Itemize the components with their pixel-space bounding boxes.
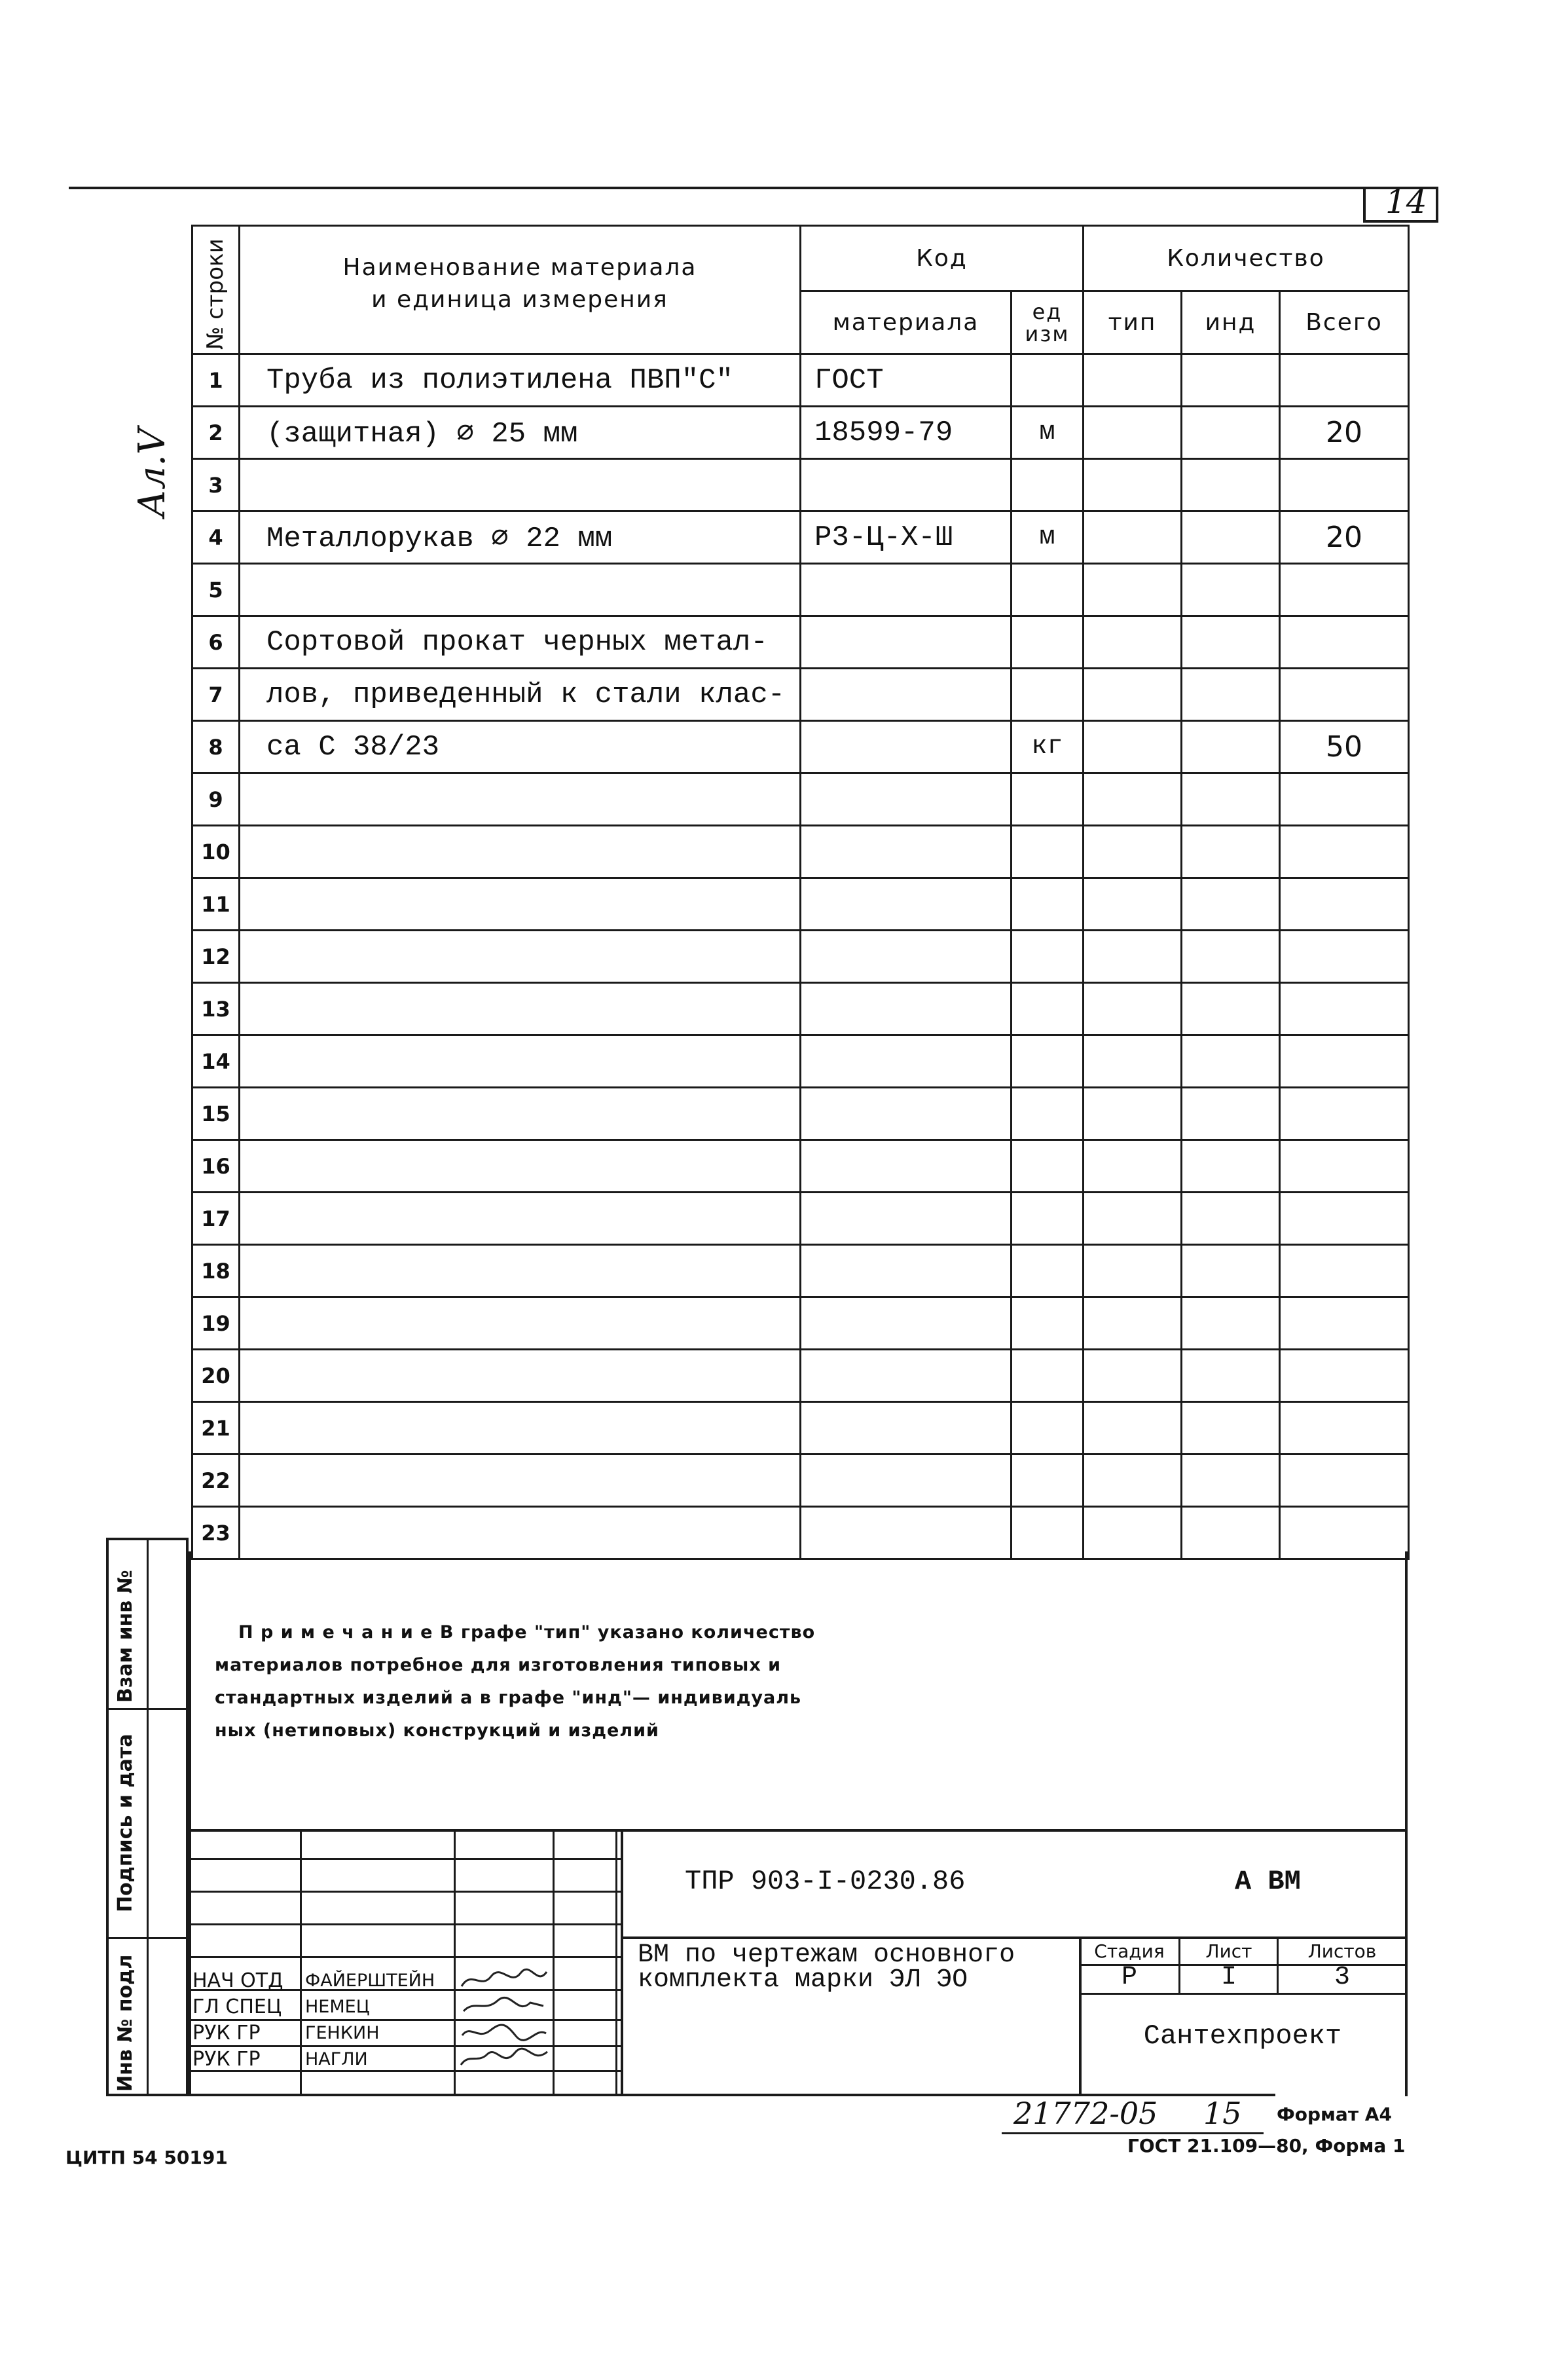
note-line-4: ных (нетиповых) конструкций и изделий (215, 1720, 659, 1741)
material-name-cell (240, 1140, 801, 1193)
row-number-cell: 13 (192, 983, 240, 1035)
footer-format: Формат А4 (1277, 2103, 1392, 2125)
side-note: Ал.V (131, 428, 173, 517)
signature-scribble (458, 1993, 550, 2019)
row-number-cell: 4 (192, 511, 240, 564)
col-unit-line1: ед (1032, 299, 1063, 324)
qty-total-cell (1280, 826, 1409, 878)
tb-row-4 (189, 1956, 621, 1958)
signer-role: РУК ГР (192, 2048, 261, 2071)
row-number-cell: 21 (192, 1402, 240, 1454)
material-code-cell (801, 1507, 1012, 1559)
top-rule (69, 187, 1437, 189)
signer-role: ГЛ СПЕЦ (192, 1995, 282, 2018)
material-code-cell (801, 1193, 1012, 1245)
material-code-cell (801, 1402, 1012, 1454)
tb-vline-1 (300, 1829, 302, 2094)
row-number-cell: 23 (192, 1507, 240, 1559)
qty-total-cell (1280, 669, 1409, 721)
qty-ind-cell (1182, 983, 1280, 1035)
side-stamp-sep-1 (109, 1708, 189, 1710)
table-row (192, 721, 1409, 773)
material-name-cell: са С 38/23 (240, 721, 801, 773)
tb-vline-3 (553, 1829, 555, 2094)
material-name-cell (240, 1035, 801, 1088)
qty-ind-cell (1182, 1297, 1280, 1350)
qty-type-cell (1084, 1088, 1182, 1140)
material-code-cell (801, 878, 1012, 931)
row-number-cell: 9 (192, 773, 240, 826)
material-name-cell: Сортовой прокат черных метал- (240, 616, 801, 669)
material-code-cell (801, 1350, 1012, 1402)
qty-type-cell (1084, 1507, 1182, 1559)
unit-cell (1012, 1088, 1084, 1140)
qty-ind-cell (1182, 407, 1280, 459)
material-name-cell: Металлорукав ∅ 22 мм (240, 511, 801, 564)
qty-total-cell (1280, 354, 1409, 407)
qty-type-cell (1084, 1454, 1182, 1507)
qty-ind-cell (1182, 354, 1280, 407)
col-row-no-label: № строки (202, 238, 228, 350)
qty-ind-cell (1182, 1035, 1280, 1088)
qty-ind-cell (1182, 878, 1280, 931)
qty-type-cell (1084, 669, 1182, 721)
material-code-cell (801, 459, 1012, 511)
table-row (192, 773, 1409, 826)
row-number-cell: 7 (192, 669, 240, 721)
col-qty-total: Всего (1280, 291, 1409, 354)
col-unit-header (1012, 291, 1084, 354)
col-name-line2: и единица измерения (371, 286, 668, 313)
signature-scribble (458, 1967, 550, 1993)
qty-total-cell (1280, 1402, 1409, 1454)
table-row (192, 1088, 1409, 1140)
signer-name: ФАЙЕРШТЕЙН (305, 1971, 435, 1991)
material-code-cell (801, 931, 1012, 983)
signer-role: РУК ГР (192, 2022, 261, 2045)
row-number-cell: 3 (192, 459, 240, 511)
material-code-cell: 18599-79 (801, 407, 1012, 459)
material-code-cell: Р3-Ц-Х-Ш (801, 511, 1012, 564)
material-name-cell (240, 1297, 801, 1350)
signer-name: ГЕНКИН (305, 2023, 380, 2043)
footer-gost: ГОСТ 21.109—80, Форма 1 (1127, 2135, 1406, 2157)
qty-total-cell (1280, 1350, 1409, 1402)
table-row (192, 983, 1409, 1035)
qty-total-cell (1280, 1088, 1409, 1140)
material-name-cell (240, 1245, 801, 1297)
unit-cell (1012, 1193, 1084, 1245)
qty-type-cell (1084, 564, 1182, 616)
signer-name: НАГЛИ (305, 2049, 368, 2069)
material-code-cell (801, 1297, 1012, 1350)
footer-printer: ЦИТП 54 50191 (65, 2147, 228, 2168)
footer-archive-number: 21772-05 (1013, 2096, 1158, 2131)
side-stamp-divider (147, 1540, 149, 2096)
unit-cell (1012, 1140, 1084, 1193)
row-number-cell: 17 (192, 1193, 240, 1245)
tb-sheets-label: Листов (1307, 1940, 1377, 1962)
qty-total-cell: 50 (1280, 721, 1409, 773)
tb-stage-value: Р (1121, 1963, 1137, 1992)
table-row (192, 459, 1409, 511)
table-row (192, 511, 1409, 564)
tb-mark: А ВМ (1235, 1866, 1301, 1897)
qty-ind-cell (1182, 773, 1280, 826)
table-row (192, 1035, 1409, 1088)
qty-type-cell (1084, 1140, 1182, 1193)
unit-cell (1012, 1245, 1084, 1297)
col-qty-type: тип (1084, 291, 1182, 354)
qty-total-cell (1280, 1245, 1409, 1297)
table-row (192, 354, 1409, 407)
row-number-cell: 8 (192, 721, 240, 773)
qty-ind-cell (1182, 1402, 1280, 1454)
material-code-cell (801, 669, 1012, 721)
title-block (189, 1829, 1408, 2096)
table-row (192, 826, 1409, 878)
tb-sheet-value: I (1220, 1963, 1237, 1992)
row-number-cell: 12 (192, 931, 240, 983)
row-number-cell: 18 (192, 1245, 240, 1297)
qty-total-cell (1280, 983, 1409, 1035)
qty-type-cell (1084, 1245, 1182, 1297)
qty-ind-cell (1182, 1193, 1280, 1245)
qty-type-cell (1084, 354, 1182, 407)
tb-row-6 (189, 2019, 621, 2021)
qty-type-cell (1084, 1402, 1182, 1454)
qty-type-cell (1084, 407, 1182, 459)
material-name-cell (240, 826, 801, 878)
material-name-cell (240, 459, 801, 511)
qty-total-cell (1280, 1035, 1409, 1088)
qty-type-cell (1084, 1350, 1182, 1402)
qty-total-cell (1280, 1193, 1409, 1245)
tb-vline-4 (615, 1829, 617, 2094)
material-code-cell: ГОСТ (801, 354, 1012, 407)
table-row (192, 878, 1409, 931)
unit-cell: м (1012, 407, 1084, 459)
tb-row-3 (189, 1923, 621, 1925)
material-name-cell: (защитная) ∅ 25 мм (240, 407, 801, 459)
table-row (192, 1350, 1409, 1402)
signer-role: НАЧ ОТД (192, 1969, 283, 1992)
tb-designation: ТПР 903-I-0230.86 (685, 1866, 966, 1897)
qty-ind-cell (1182, 511, 1280, 564)
qty-ind-cell (1182, 669, 1280, 721)
material-code-cell (801, 564, 1012, 616)
material-name-cell (240, 931, 801, 983)
qty-ind-cell (1182, 931, 1280, 983)
unit-cell (1012, 354, 1084, 407)
table-row (192, 1297, 1409, 1350)
tb-stage-label: Стадия (1094, 1940, 1165, 1962)
unit-cell (1012, 1454, 1084, 1507)
row-number-cell: 11 (192, 878, 240, 931)
unit-cell: м (1012, 511, 1084, 564)
row-number-cell: 10 (192, 826, 240, 878)
qty-ind-cell (1182, 1088, 1280, 1140)
materials-table (191, 225, 1410, 1560)
table-row (192, 931, 1409, 983)
material-name-cell: лов, приведенный к стали клас- (240, 669, 801, 721)
qty-type-cell (1084, 1193, 1182, 1245)
side-label-podpis-data: Подпись и дата (114, 1733, 137, 1912)
table-row (192, 1402, 1409, 1454)
side-stamp-sep-2 (109, 1937, 189, 1939)
unit-cell (1012, 1350, 1084, 1402)
table-row (192, 1245, 1409, 1297)
material-code-cell (801, 983, 1012, 1035)
tb-doc-title-line1: ВМ по чертежам основного (638, 1940, 1015, 1970)
unit-cell (1012, 669, 1084, 721)
unit-cell (1012, 983, 1084, 1035)
table-row (192, 616, 1409, 669)
row-number-cell: 5 (192, 564, 240, 616)
qty-ind-cell (1182, 721, 1280, 773)
row-number-cell: 2 (192, 407, 240, 459)
material-name-cell (240, 1402, 801, 1454)
table-row (192, 407, 1409, 459)
material-name-cell (240, 564, 801, 616)
side-label-inv-podl: Инв № подл (114, 1954, 137, 2092)
row-number-cell: 15 (192, 1088, 240, 1140)
unit-cell (1012, 1035, 1084, 1088)
footer-archive-sheet: 15 (1203, 2096, 1242, 2131)
col-unit-line2: изм (1025, 321, 1070, 346)
row-number-cell: 16 (192, 1140, 240, 1193)
sheet-number-box (1363, 183, 1438, 223)
unit-cell (1012, 616, 1084, 669)
material-code-cell (801, 1245, 1012, 1297)
col-name-line1: Наименование материала (342, 254, 697, 281)
unit-cell (1012, 931, 1084, 983)
tb-organization: Сантехпроект (1143, 2020, 1342, 2052)
qty-type-cell (1084, 931, 1182, 983)
qty-type-cell (1084, 459, 1182, 511)
side-stamp (106, 1538, 189, 2096)
unit-cell: кг (1012, 721, 1084, 773)
col-code-material: материала (801, 291, 1012, 354)
tb-designation-rule (621, 1936, 1408, 1939)
unit-cell (1012, 1402, 1084, 1454)
qty-total-cell (1280, 564, 1409, 616)
tb-row-7 (189, 2045, 621, 2047)
material-code-cell (801, 826, 1012, 878)
side-label-vzam-inv: Взам инв № (114, 1570, 137, 1703)
sheet-number: 14 (1385, 183, 1427, 221)
unit-cell (1012, 773, 1084, 826)
qty-total-cell (1280, 616, 1409, 669)
qty-type-cell (1084, 1035, 1182, 1088)
table-row (192, 1454, 1409, 1507)
tb-vline-main (621, 1829, 623, 2094)
material-code-cell (801, 1140, 1012, 1193)
note-line-1: П р и м е ч а н и е В графе "тип" указано количество (238, 1622, 816, 1642)
qty-type-cell (1084, 983, 1182, 1035)
qty-ind-cell (1182, 459, 1280, 511)
row-number-cell: 14 (192, 1035, 240, 1088)
signer-name: НЕМЕЦ (305, 1997, 370, 2017)
tb-doc-title (638, 1940, 1015, 1995)
qty-total-cell: 20 (1280, 511, 1409, 564)
row-number-cell: 6 (192, 616, 240, 669)
material-code-cell (801, 1088, 1012, 1140)
table-row (192, 1193, 1409, 1245)
qty-ind-cell (1182, 1245, 1280, 1297)
table-row (192, 1507, 1409, 1559)
col-row-no-header (192, 226, 240, 354)
note-line-3: стандартных изделий а в графе "инд"— индивидуаль (215, 1688, 802, 1708)
material-code-cell (801, 1035, 1012, 1088)
material-name-cell (240, 1088, 801, 1140)
qty-type-cell (1084, 511, 1182, 564)
material-name-cell (240, 1454, 801, 1507)
unit-cell (1012, 459, 1084, 511)
qty-total-cell (1280, 878, 1409, 931)
col-name-header (240, 226, 801, 354)
material-name-cell (240, 1507, 801, 1559)
material-name-cell (240, 1193, 801, 1245)
material-code-cell (801, 616, 1012, 669)
material-name-cell (240, 773, 801, 826)
table-row (192, 669, 1409, 721)
qty-type-cell (1084, 878, 1182, 931)
material-name-cell (240, 878, 801, 931)
qty-total-cell (1280, 1507, 1409, 1559)
qty-ind-cell (1182, 826, 1280, 878)
tb-sheets-value: 3 (1334, 1963, 1350, 1992)
table-row (192, 564, 1409, 616)
qty-total-cell (1280, 1454, 1409, 1507)
qty-ind-cell (1182, 1507, 1280, 1559)
note-line-2: материалов потребное для изготовления типовых и (215, 1655, 782, 1675)
unit-cell (1012, 564, 1084, 616)
qty-type-cell (1084, 616, 1182, 669)
unit-cell (1012, 878, 1084, 931)
unit-cell (1012, 826, 1084, 878)
tb-row-2 (189, 1891, 621, 1893)
qty-total-cell (1280, 1297, 1409, 1350)
material-name-cell (240, 1350, 801, 1402)
qty-type-cell (1084, 826, 1182, 878)
qty-total-cell: 20 (1280, 407, 1409, 459)
col-code-header: Код (801, 226, 1084, 291)
tb-row-1 (189, 1858, 621, 1860)
row-number-cell: 19 (192, 1297, 240, 1350)
qty-ind-cell (1182, 616, 1280, 669)
col-qty-ind: инд (1182, 291, 1280, 354)
table-row (192, 1140, 1409, 1193)
qty-ind-cell (1182, 1140, 1280, 1193)
col-quantity-header: Количество (1084, 226, 1409, 291)
qty-type-cell (1084, 721, 1182, 773)
row-number-cell: 20 (192, 1350, 240, 1402)
unit-cell (1012, 1507, 1084, 1559)
qty-ind-cell (1182, 1454, 1280, 1507)
signature-scribble (458, 2019, 550, 2045)
qty-ind-cell (1182, 1350, 1280, 1402)
qty-total-cell (1280, 773, 1409, 826)
row-number-cell: 22 (192, 1454, 240, 1507)
tb-vline-2 (454, 1829, 456, 2094)
unit-cell (1012, 1297, 1084, 1350)
footer-underline (1002, 2132, 1264, 2134)
material-code-cell (801, 1454, 1012, 1507)
tb-doc-title-line2: комплекта марки ЭЛ ЭО (638, 1965, 968, 1995)
material-code-cell (801, 773, 1012, 826)
signature-scribble (458, 2045, 550, 2071)
row-number-cell: 1 (192, 354, 240, 407)
qty-total-cell (1280, 1140, 1409, 1193)
material-name-cell (240, 983, 801, 1035)
qty-total-cell (1280, 459, 1409, 511)
material-name-cell: Труба из полиэтилена ПВП"С" (240, 354, 801, 407)
material-code-cell (801, 721, 1012, 773)
tb-stage-val-rule (1079, 1993, 1408, 1995)
qty-ind-cell (1182, 564, 1280, 616)
note-text (215, 1616, 1380, 1747)
qty-total-cell (1280, 931, 1409, 983)
qty-type-cell (1084, 1297, 1182, 1350)
tb-sheet-label: Лист (1205, 1940, 1252, 1962)
qty-type-cell (1084, 773, 1182, 826)
